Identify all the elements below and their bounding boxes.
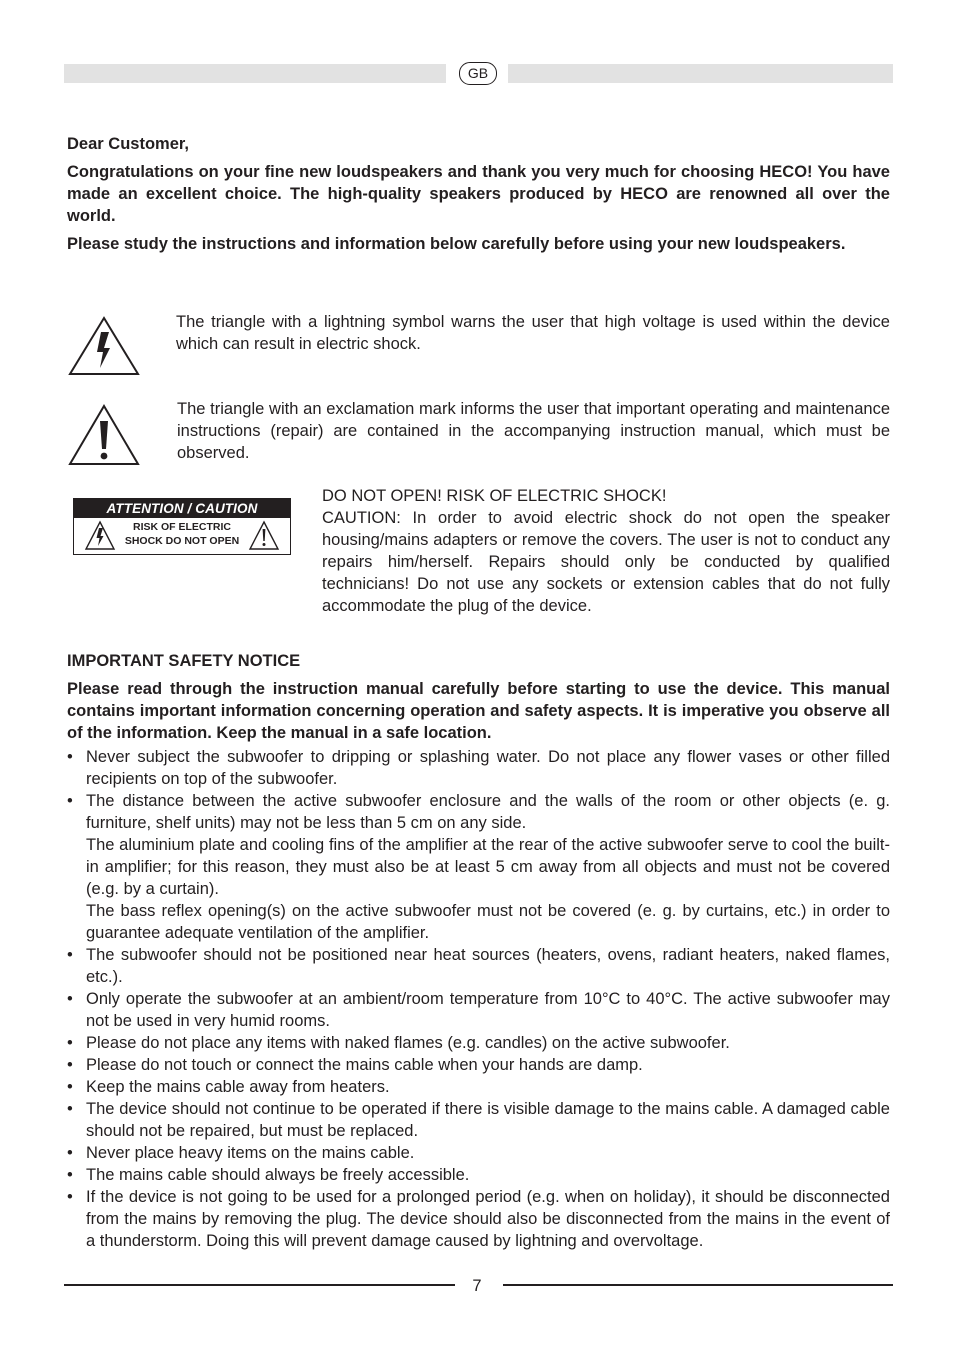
caution-heading-line: DO NOT OPEN! RISK OF ELECTRIC SHOCK! bbox=[322, 487, 667, 505]
header-bar-left bbox=[64, 64, 446, 83]
list-item: • The distance between the active subwoofer enclosure and the walls of the room or other objects (e. g. furniture, shelf units) may not be less than 5 cm on any side. The aluminium plate and cooling fins of the amplifier at the rear of the active subwoofer serve to cool the built-in amplifier; for this reason, they must also be at least 5 cm away from all objects and must not be covered (e.g. by a curtain). The bass reflex opening(s) on the active subwoofer must not be covered (e. g. by curtains, etc.) in order to guarantee adequate ventilation of the amplifier. bbox=[67, 792, 890, 942]
bullet: • bbox=[67, 1144, 73, 1162]
footer-line-right bbox=[503, 1284, 893, 1286]
list-item: • Never place heavy items on the mains cable. bbox=[67, 1144, 415, 1162]
bullet: • bbox=[67, 1188, 73, 1206]
list-item: • Only operate the subwoofer at an ambient/room temperature from 10°C to 40°C. The active subwoofer may not be used in very humid rooms. bbox=[67, 990, 890, 1030]
caution-label-line-1: RISK OF ELECTRIC bbox=[132, 521, 231, 533]
exclamation-symbol-text: The triangle with an exclamation mark informs the user that important operating and maintenance instructions (repair) are contained in the accompanying instruction manual, which must be observed. bbox=[177, 400, 890, 462]
intro-paragraph-1: Congratulations on your fine new loudspeakers and thank you very much for choosing HECO! You have made an excellent choice. The high-quality speakers produced by HECO are renowned all over the world. bbox=[67, 163, 890, 225]
list-item: • Never subject the subwoofer to dripping or splashing water. Do not place any flower vases or other filled recipients on top of the subwoofer. bbox=[67, 748, 890, 788]
intro-paragraph-2: Please study the instructions and information below carefully before using your new loudspeakers. bbox=[67, 235, 846, 253]
safety-list bbox=[67, 746, 890, 1252]
lightning-warning-icon bbox=[68, 316, 140, 376]
caution-label-header: ATTENTION / CAUTION bbox=[74, 499, 290, 518]
list-item: • If the device is not going to be used for a prolonged period (e.g. when on holiday), it should be disconnected from the mains by removing the plug. The device should also be disconnected from the mains in the event of a thunderstorm. Doing this will prevent damage caused by lightning and overvoltage. bbox=[67, 1188, 890, 1250]
exclamation-warning-icon bbox=[68, 404, 140, 466]
list-item-extra: The bass reflex opening(s) on the active subwoofer must not be covered (e. g. by curtains, etc.) in order to guarantee adequate ventilation of the amplifier. bbox=[86, 902, 890, 942]
list-item: • Please do not place any items with naked flames (e.g. candles) on the active subwoofer. bbox=[67, 1034, 730, 1052]
caution-label bbox=[73, 498, 291, 555]
bullet: • bbox=[67, 946, 73, 964]
safety-heading: IMPORTANT SAFETY NOTICE bbox=[67, 652, 301, 670]
bullet: • bbox=[67, 792, 73, 810]
safety-intro: Please read through the instruction manual carefully before starting to use the device. This manual contains important information concerning operation and safety aspects. It is imperative you observe all of the information. Keep the manual in a safe location. bbox=[67, 680, 890, 742]
bullet: • bbox=[67, 1056, 73, 1074]
language-badge: GB bbox=[459, 62, 497, 85]
bullet: • bbox=[67, 748, 73, 766]
list-item-extra: The aluminium plate and cooling fins of the amplifier at the rear of the active subwoofer serve to cool the built-in amplifier; for this reason, they must also be at least 5 cm away from all objects and must not be covered (e.g. by a curtain). bbox=[86, 836, 890, 898]
bullet: • bbox=[67, 1100, 73, 1118]
salutation: Dear Customer, bbox=[67, 135, 189, 153]
exclamation-warning-icon bbox=[248, 520, 280, 552]
bullet: • bbox=[67, 990, 73, 1008]
bullet: • bbox=[67, 1078, 73, 1096]
lightning-symbol-text: The triangle with a lightning symbol warns the user that high voltage is used within the device which can result in electric shock. bbox=[176, 313, 890, 353]
list-item: • Please do not touch or connect the mains cable when your hands are damp. bbox=[67, 1056, 643, 1074]
caution-label-line-2: SHOCK DO NOT OPEN bbox=[124, 535, 240, 547]
list-item: • The mains cable should always be freely accessible. bbox=[67, 1166, 470, 1184]
footer-line-left bbox=[64, 1284, 455, 1286]
list-item: • The subwoofer should not be positioned near heat sources (heaters, ovens, radiant heaters, naked flames, etc.). bbox=[67, 946, 890, 986]
list-item: • Keep the mains cable away from heaters. bbox=[67, 1078, 390, 1096]
bullet: • bbox=[67, 1034, 73, 1052]
lightning-warning-icon bbox=[84, 520, 116, 552]
bullet: • bbox=[67, 1166, 73, 1184]
list-item: • The device should not continue to be operated if there is visible damage to the mains cable. A damaged cable should not be repaired, but must be replaced. bbox=[67, 1100, 890, 1140]
caution-text: CAUTION: In order to avoid electric shock do not open the speaker housing/mains adapters or remove the covers. The user is not to conduct any repairs him/herself. Repairs should only be conducted by qualified technicians! Do not use any sockets or extension cables that do not fully accommodate the plug of the device. bbox=[322, 509, 890, 615]
header-bar-right bbox=[508, 64, 893, 83]
page-number: 7 bbox=[472, 1277, 482, 1295]
caution-label-body bbox=[122, 520, 242, 548]
